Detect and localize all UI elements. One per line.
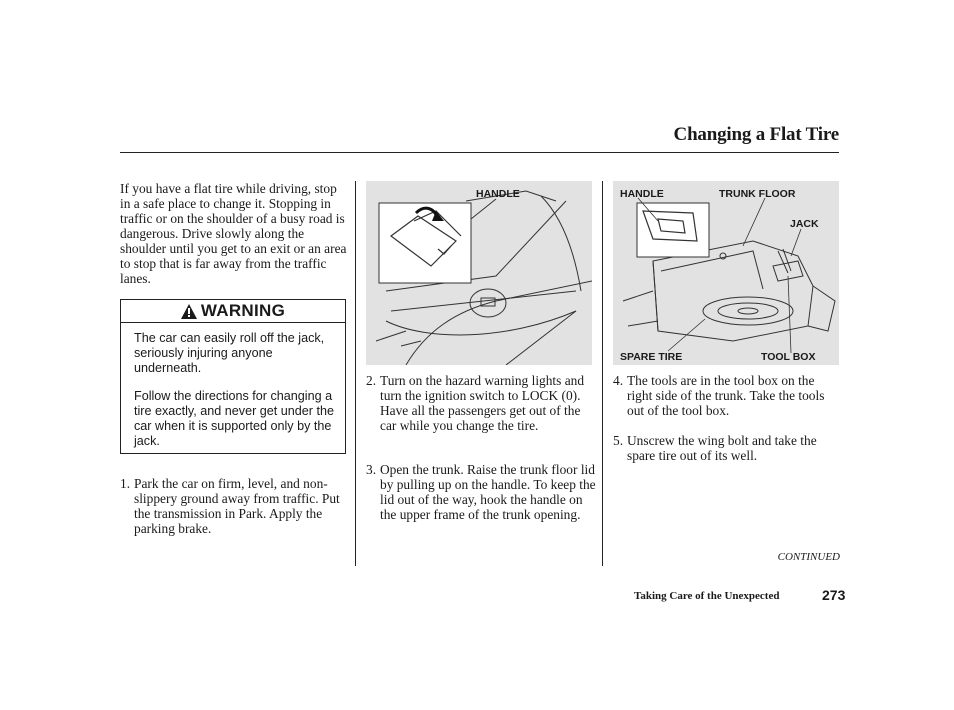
figure1-label-handle: HANDLE (476, 188, 520, 200)
title-rule (120, 152, 839, 153)
step-2 (366, 373, 596, 433)
figure2-label-jack: JACK (790, 218, 819, 230)
trunk-handle-figure (366, 181, 592, 365)
step-number: 3. (366, 462, 377, 477)
figure2-label-handle: HANDLE (620, 188, 664, 200)
step-3 (366, 462, 596, 522)
page-number: 273 (822, 587, 846, 603)
warning-triangle-icon (181, 304, 197, 319)
warning-text (134, 331, 335, 449)
intro-paragraph: If you have a flat tire while driving, stop in a safe place to change it. Stopping in traffic or on the shoulder of a busy road is dangerous. Drive slowly along the shoulder until you get to an exit or an area to stop that is far away from the traffic lanes. (120, 181, 347, 286)
warning-paragraph: The car can easily roll off the jack, seriously injuring anyone underneath. (134, 331, 325, 375)
step-4 (613, 373, 835, 418)
spare-tire-illustration (613, 181, 839, 365)
page-title: Changing a Flat Tire (673, 124, 839, 145)
step-number: 1. (120, 476, 131, 491)
step-text: Open the trunk. Raise the trunk floor lid by pulling up on the handle. To keep the lid out of the way, hook the handle on the upper frame of the trunk opening. (380, 462, 596, 522)
step-5 (613, 433, 835, 463)
warning-paragraph: Follow the directions for changing a tire exactly, and never get under the car when it is supported only by the jack. (134, 389, 334, 448)
continued-label: CONTINUED (777, 551, 840, 563)
warning-box (120, 299, 346, 454)
step-number: 4. (613, 373, 624, 388)
step-number: 2. (366, 373, 377, 388)
step-text: Turn on the hazard warning lights and turn the ignition switch to LOCK (0). Have all the passengers get out of the car while you change the tire. (380, 373, 585, 433)
figure2-label-trunk-floor: TRUNK FLOOR (719, 188, 796, 200)
step-text: Unscrew the wing bolt and take the spare tire out of its well. (627, 433, 817, 463)
footer-section: Taking Care of the Unexpected (634, 590, 780, 602)
warning-header (121, 300, 345, 323)
column-divider-2 (602, 181, 603, 566)
step-1 (120, 476, 352, 536)
step-text: The tools are in the tool box on the right side of the trunk. Take the tools out of the tool box. (627, 373, 825, 418)
trunk-illustration (366, 181, 592, 365)
warning-label: WARNING (200, 301, 286, 320)
figure2-label-spare-tire: SPARE TIRE (620, 351, 683, 363)
column-divider-1 (355, 181, 356, 566)
step-number: 5. (613, 433, 624, 448)
trunk-tools-figure (613, 181, 839, 365)
figure2-label-tool-box: TOOL BOX (761, 351, 816, 363)
step-text: Park the car on firm, level, and non-slippery ground away from traffic. Put the transmission in Park. Apply the parking brake. (134, 476, 340, 536)
